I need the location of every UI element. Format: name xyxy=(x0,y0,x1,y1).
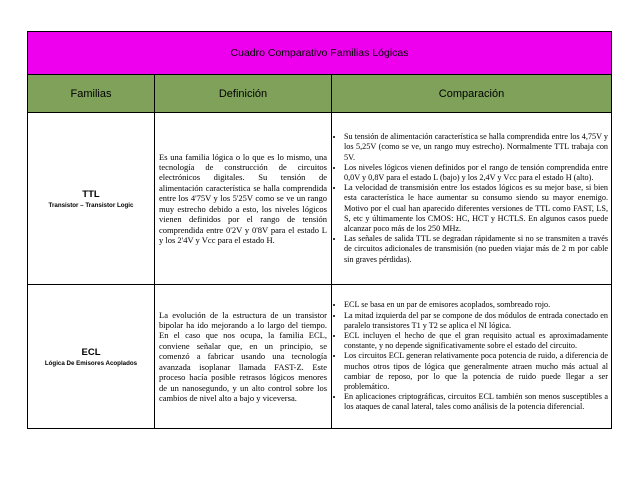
list-item: • La velocidad de transmisión entre los estados lógicos es su mejor base, si bien esta característica le hace aumentar su consumo siendo su mayor enemigo. Motivo por el cual han aparecido diferentes versiones de TTL como FAST, LS, S, etc y últimamente los CMOS: HC, HCT y HCTLS. En algunos casos puede alcanzar poco más de los 250 MHz. xyxy=(344,183,608,234)
family-full-name: Transistor – Transistor Logic xyxy=(48,201,134,209)
header-definition: Definición xyxy=(155,75,332,113)
table-title: Cuadro Comparativo Familias Lógicas xyxy=(28,32,612,75)
comparison-table xyxy=(27,31,612,429)
list-item: • La mitad izquierda del par se compone de dos módulos de entrada conectado en paralelo transistores T1 y T2 se aplica el NI lógica. xyxy=(344,311,608,331)
family-cell-ecl xyxy=(28,285,155,429)
table-row-ecl xyxy=(28,285,612,429)
list-item: • Los niveles lógicos vienen definidos por el rango de tensión comprendida entre 0,0V y 0,8V para el estado L (bajo) y los 2,4V y Vcc para el estado H (alto). xyxy=(344,163,608,183)
family-cell-ttl xyxy=(28,113,155,285)
header-comparison: Comparación xyxy=(332,75,612,113)
family-full-name: Lógica De Emisores Acoplados xyxy=(44,359,138,367)
definition-cell-ttl: Es una familia lógica o lo que es lo mismo, una tecnología de construcción de circuitos electrónicos digitales. Su tensión de alimentación característica se halla comprendida entre los 4'75V y los 5'25V como se ve un rango muy estrecho debido a esto, los niveles lógicos vienen definidos por el rango de tensión comprendida entre 0'2V y 0'8V para el estado L y los 2'4V y Vcc para el estado H. xyxy=(155,113,332,285)
comparison-list xyxy=(332,132,608,265)
definition-cell-ecl: La evolución de la estructura de un transistor bipolar ha ido mejorando a lo largo del tiempo. En el caso que nos ocupa, la familia ECL, conviene señalar que, en un principio, se comenzó a fabricar usando una tecnología avanzada isoplanar llamada FAST-Z. Este proceso hacía posible retrasos lógicos menores de un nanosegundo, y un alto control sobre los cambios de nivel alto a bajo y viceversa. xyxy=(155,285,332,429)
comparison-cell-ttl xyxy=(332,113,612,285)
title-row xyxy=(28,32,612,75)
list-item: • Las señales de salida TTL se degradan rápidamente si no se transmiten a través de circuitos adicionales de transmisión (no pueden viajar más de 2 m por cable sin graves pérdidas). xyxy=(344,234,608,265)
family-name: ECL xyxy=(81,346,101,358)
list-item: • ECL se basa en un par de emisores acoplados, sombreado rojo. xyxy=(344,300,608,310)
table-row-ttl xyxy=(28,113,612,285)
list-item: • En aplicaciones criptográficas, circuitos ECL también son menos susceptibles a los ataques de canal lateral, tales como análisis de la potencia diferencial. xyxy=(344,392,608,412)
list-item: • ECL incluyen el hecho de que el gran requisito actual es aproximadamente constante, y no depende significativamente sobre el estado del circuito. xyxy=(344,331,608,351)
comparison-list xyxy=(332,300,608,412)
header-row xyxy=(28,75,612,113)
list-item: • Su tensión de alimentación característica se halla comprendida entre los 4,75V y los 5,25V (como se ve, un rango muy estrecho). Normalmente TTL trabaja con 5V. xyxy=(344,132,608,163)
family-name: TTL xyxy=(82,188,100,200)
comparison-cell-ecl xyxy=(332,285,612,429)
header-families: Familias xyxy=(28,75,155,113)
list-item: • Los circuitos ECL generan relativamente poca potencia de ruido, a diferencia de muchos otros tipos de lógica que generalmente atraen mucho más actual al cambiar de reposo, por lo que la potencia de ruido puede llegar a ser problemático. xyxy=(344,351,608,392)
